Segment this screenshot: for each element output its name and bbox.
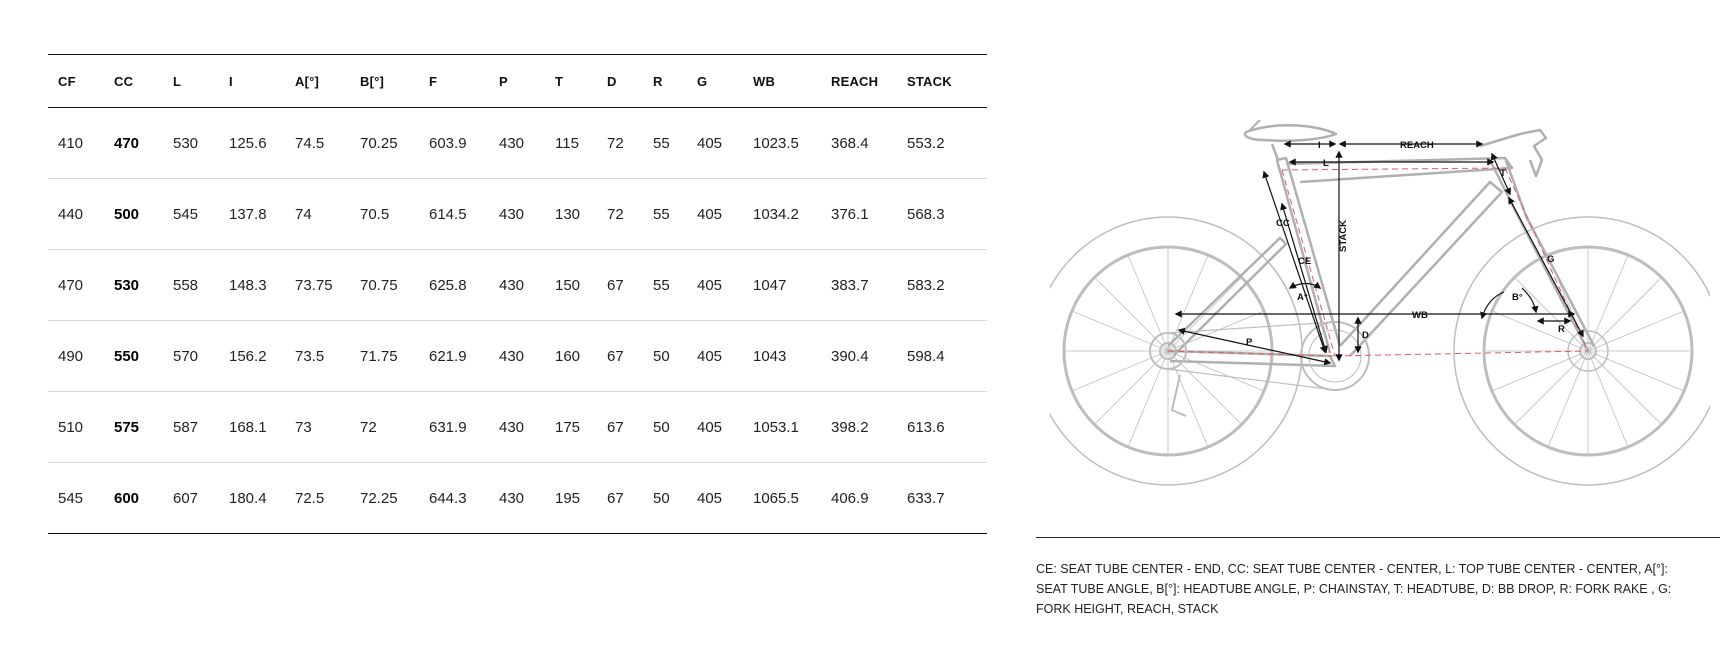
table-cell: 430	[489, 250, 545, 321]
table-cell: 553.2	[897, 108, 987, 179]
table-cell: 1047	[743, 250, 821, 321]
table-cell: 72.25	[350, 463, 419, 534]
table-cell: 368.4	[821, 108, 897, 179]
column-header: B[°]	[350, 55, 419, 108]
table-cell: 390.4	[821, 321, 897, 392]
table-cell: 430	[489, 392, 545, 463]
bike-geometry-diagram	[1050, 120, 1710, 492]
table-header-row	[48, 55, 987, 108]
table-cell: 545	[163, 179, 219, 250]
centerlines	[1168, 168, 1588, 356]
table-cell: 137.8	[219, 179, 285, 250]
table-cell: 195	[545, 463, 597, 534]
dim-label-cc: CC	[1276, 218, 1290, 229]
table-cell: 67	[597, 392, 643, 463]
table-cell: 583.2	[897, 250, 987, 321]
table-cell: 1053.1	[743, 392, 821, 463]
table-cell: 1034.2	[743, 179, 821, 250]
dim-label-p: P	[1246, 337, 1253, 348]
geometry-table	[48, 54, 987, 534]
table-cell: 1065.5	[743, 463, 821, 534]
table-cell: 55	[643, 108, 687, 179]
column-header: L	[163, 55, 219, 108]
table-cell: 575	[104, 392, 163, 463]
table-cell: 73	[285, 392, 350, 463]
table-body	[48, 108, 987, 534]
table-cell: 603.9	[419, 108, 489, 179]
dim-label-l: L	[1323, 158, 1329, 169]
table-cell: 625.8	[419, 250, 489, 321]
table-cell: 587	[163, 392, 219, 463]
table-cell: 440	[48, 179, 104, 250]
column-header: A[°]	[285, 55, 350, 108]
column-header: T	[545, 55, 597, 108]
table-cell: 550	[104, 321, 163, 392]
table-cell: 67	[597, 463, 643, 534]
table-cell: 398.2	[821, 392, 897, 463]
table-row	[48, 179, 987, 250]
column-header: REACH	[821, 55, 897, 108]
table-cell: 607	[163, 463, 219, 534]
table-cell: 613.6	[897, 392, 987, 463]
table-row	[48, 463, 987, 534]
table-cell: 168.1	[219, 392, 285, 463]
abbreviation-legend: CE: SEAT TUBE CENTER - END, CC: SEAT TUBE CENTER - CENTER, L: TOP TUBE CENTER - CENTER, A[°]: SEAT TUBE ANGLE, B[°]: HEADTUBE ANGLE, P: CHAINSTAY, T: HEADTUBE, D: BB DROP, R: FORK RAKE , G: FORK HEIGHT, REACH, STACK	[1036, 562, 1672, 616]
table-cell: 70.75	[350, 250, 419, 321]
table-cell: 50	[643, 463, 687, 534]
dim-label-d: D	[1362, 330, 1369, 341]
table-cell: 430	[489, 321, 545, 392]
table-cell: 74.5	[285, 108, 350, 179]
table-cell: 530	[163, 108, 219, 179]
table-cell: 72	[597, 179, 643, 250]
table-cell: 430	[489, 179, 545, 250]
table-cell: 55	[643, 250, 687, 321]
dim-label-wb: WB	[1412, 310, 1428, 321]
table-cell: 600	[104, 463, 163, 534]
table-cell: 125.6	[219, 108, 285, 179]
bike-diagram-svg	[1050, 120, 1710, 492]
table-cell: 175	[545, 392, 597, 463]
column-header: CF	[48, 55, 104, 108]
table-cell: 470	[104, 108, 163, 179]
table-cell: 156.2	[219, 321, 285, 392]
table-cell: 598.4	[897, 321, 987, 392]
table-cell: 570	[163, 321, 219, 392]
dim-label-ce: CE	[1298, 256, 1312, 267]
table-cell: 74	[285, 179, 350, 250]
table-cell: 405	[687, 108, 743, 179]
table-cell: 430	[489, 108, 545, 179]
table-cell: 72.5	[285, 463, 350, 534]
table-cell: 545	[48, 463, 104, 534]
table-cell: 72	[597, 108, 643, 179]
table-row	[48, 392, 987, 463]
column-header: D	[597, 55, 643, 108]
table-cell: 1043	[743, 321, 821, 392]
column-header: WB	[743, 55, 821, 108]
table-cell: 633.7	[897, 463, 987, 534]
table-cell: 631.9	[419, 392, 489, 463]
table-cell: 470	[48, 250, 104, 321]
column-header: I	[219, 55, 285, 108]
dim-label-t: T	[1500, 168, 1506, 179]
dim-label-b: B°	[1512, 292, 1523, 303]
table-cell: 67	[597, 250, 643, 321]
table-cell: 50	[643, 392, 687, 463]
table-cell: 72	[350, 392, 419, 463]
table-cell: 530	[104, 250, 163, 321]
dim-label-stack: STACK	[1338, 219, 1349, 252]
table-cell: 130	[545, 179, 597, 250]
table-cell: 644.3	[419, 463, 489, 534]
table-cell: 621.9	[419, 321, 489, 392]
column-header: R	[643, 55, 687, 108]
table-cell: 55	[643, 179, 687, 250]
table-cell: 510	[48, 392, 104, 463]
table-row	[48, 108, 987, 179]
dim-label-r: R	[1558, 324, 1565, 335]
table-cell: 148.3	[219, 250, 285, 321]
table-cell: 67	[597, 321, 643, 392]
table-cell: 70.25	[350, 108, 419, 179]
table-cell: 490	[48, 321, 104, 392]
table-cell: 410	[48, 108, 104, 179]
table-cell: 568.3	[897, 179, 987, 250]
table-row	[48, 250, 987, 321]
table-cell: 160	[545, 321, 597, 392]
column-header: CC	[104, 55, 163, 108]
front-wheel	[1454, 217, 1710, 485]
table-cell: 1023.5	[743, 108, 821, 179]
column-header: G	[687, 55, 743, 108]
table-cell: 73.75	[285, 250, 350, 321]
column-header: F	[419, 55, 489, 108]
table-cell: 614.5	[419, 179, 489, 250]
table-cell: 376.1	[821, 179, 897, 250]
table-cell: 405	[687, 321, 743, 392]
column-header: P	[489, 55, 545, 108]
table-cell: 70.5	[350, 179, 419, 250]
legend-divider	[1036, 537, 1720, 538]
table-cell: 71.75	[350, 321, 419, 392]
column-header: STACK	[897, 55, 987, 108]
table-cell: 405	[687, 392, 743, 463]
dim-label-a: A°	[1297, 292, 1308, 303]
table-cell: 405	[687, 179, 743, 250]
table-cell: 73.5	[285, 321, 350, 392]
table-cell: 50	[643, 321, 687, 392]
table-cell: 430	[489, 463, 545, 534]
table-cell: 405	[687, 463, 743, 534]
dim-label-g: G	[1547, 254, 1555, 265]
table-cell: 150	[545, 250, 597, 321]
table-cell: 180.4	[219, 463, 285, 534]
dim-label-reach: REACH	[1400, 140, 1434, 151]
table-row	[48, 321, 987, 392]
table-cell: 405	[687, 250, 743, 321]
table-cell: 558	[163, 250, 219, 321]
table-cell: 500	[104, 179, 163, 250]
table-cell: 406.9	[821, 463, 897, 534]
dim-label-i: I	[1318, 140, 1321, 151]
table-cell: 383.7	[821, 250, 897, 321]
table-cell: 115	[545, 108, 597, 179]
